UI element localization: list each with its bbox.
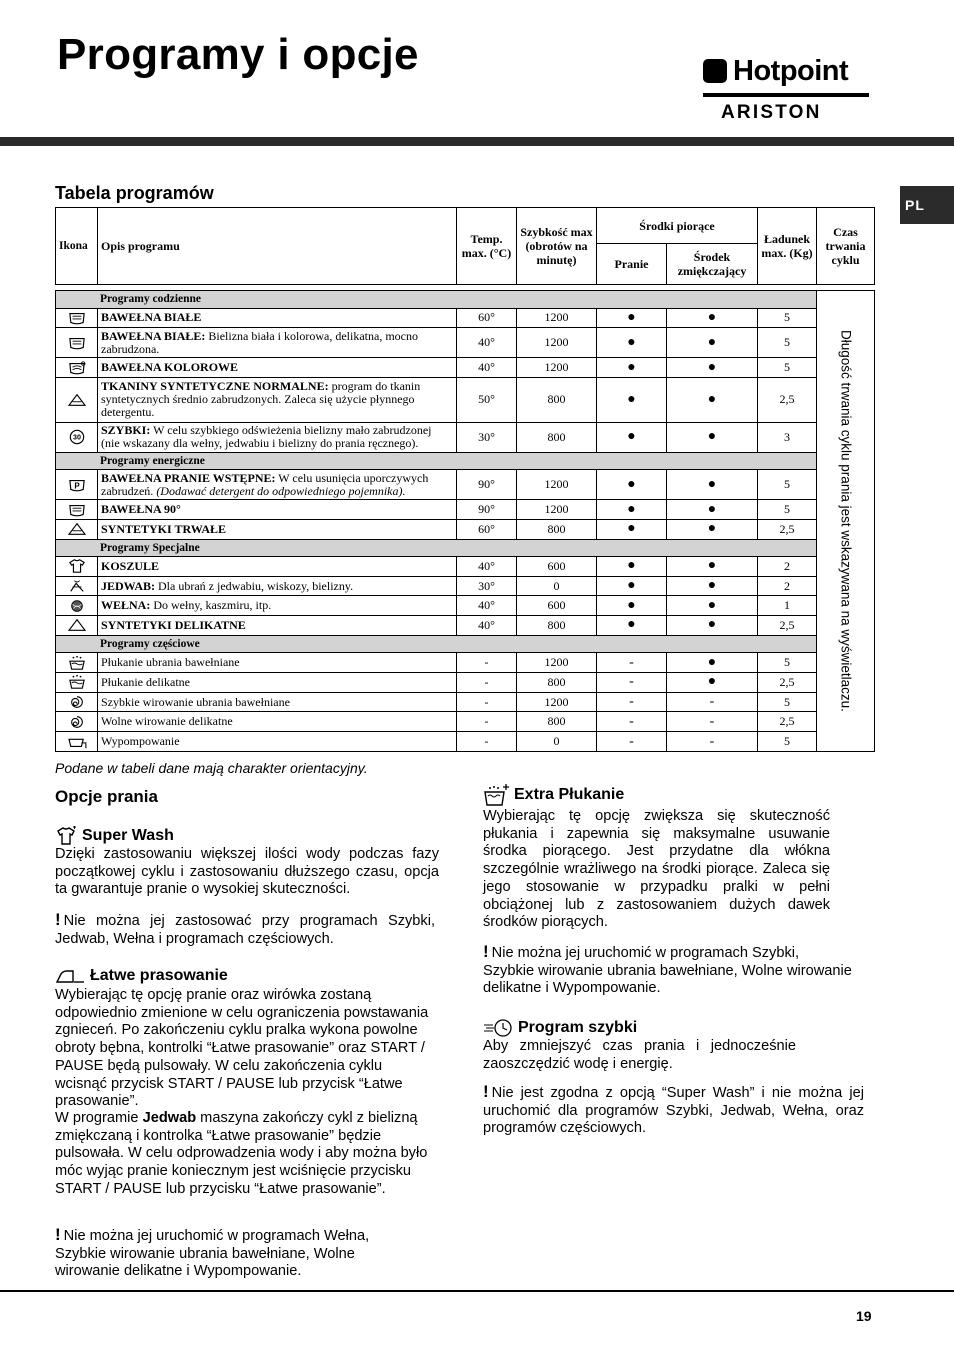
- program-softener: ●: [667, 519, 758, 539]
- cotton-color-icon: [67, 360, 87, 376]
- program-load: 5: [758, 358, 817, 378]
- program-temp: 40°: [457, 328, 517, 358]
- program-washing: ●: [597, 596, 667, 616]
- easy-iron-text-2-post: maszyna zakończy cykl z bielizną zmiękczaną i kontrolka “Łatwe prasowanie” będzie pulsowała. W celu odprowadzenia wody i aby można było móc wyjąc pranie koniecznym jest wciśnięcie przycisku START / PAUSE lub przycisku “Łatwe prasowanie”.: [55, 1110, 428, 1197]
- program-load: 2: [758, 576, 817, 596]
- program-description: [98, 576, 457, 596]
- program-speed: 800: [517, 422, 597, 452]
- program-speed: 1200: [517, 500, 597, 520]
- program-temp: 40°: [457, 616, 517, 636]
- program-temp: -: [457, 673, 517, 693]
- program-load: 5: [758, 470, 817, 500]
- program-temp: -: [457, 653, 517, 673]
- table-row: [56, 308, 875, 328]
- shirt-icon: [67, 558, 87, 574]
- quick-program-icon: [483, 1018, 513, 1038]
- program-load: 5: [758, 308, 817, 328]
- cotton-icon: [67, 335, 87, 351]
- table-row: [56, 616, 875, 636]
- program-icon-cell: [56, 732, 98, 752]
- table-row: [56, 692, 875, 712]
- program-group-name: Programy częściowe: [56, 635, 817, 653]
- quick-30-icon: [67, 429, 87, 445]
- extra-rinse-text: Wybierając tę opcję zwiększa się skuteczność płukania i zapewnia się maksymalne usuwanie środka piorącego. Jest przydatne dla włókna szczególnie wrażliwego na środki piorące. Zaleca się jego stosowanie w przypadku pralki w pełni obciążonej lub z zastosowaniem dużych dawek środków piorących.: [483, 808, 830, 931]
- program-temp: 90°: [457, 470, 517, 500]
- program-description: [98, 712, 457, 732]
- program-washing: ●: [597, 358, 667, 378]
- header-icon: Ikona: [56, 208, 98, 285]
- header-duration: Czas trwania cyklu: [817, 208, 875, 285]
- program-washing: -: [597, 653, 667, 673]
- program-load: 5: [758, 653, 817, 673]
- program-washing: ●: [597, 470, 667, 500]
- program-text: Do wełny, kaszmiru, itp.: [150, 598, 272, 613]
- super-wash-text: Dzięki zastosowaniu większej ilości wody podczas fazy początkowej cyklu i zastosowaniu dłuższego czasu, opcja ta gwarantuje pranie o wysokiej skuteczności.: [55, 846, 439, 898]
- program-washing: ●: [597, 377, 667, 422]
- program-icon-cell: [56, 557, 98, 577]
- program-description: [98, 470, 457, 500]
- program-text: Wypompowanie: [101, 734, 180, 749]
- program-washing: ●: [597, 500, 667, 520]
- program-icon-cell: [56, 422, 98, 452]
- program-softener: ●: [667, 616, 758, 636]
- program-speed: 1200: [517, 328, 597, 358]
- table-row: [56, 576, 875, 596]
- svg-text:30: 30: [72, 433, 81, 442]
- program-temp: 40°: [457, 358, 517, 378]
- program-text: Bielizna biała i kolorowa, delikatna, mocno zabrudzona.: [101, 328, 418, 356]
- program-icon-cell: [56, 596, 98, 616]
- program-icon-cell: [56, 673, 98, 693]
- program-speed: 1200: [517, 358, 597, 378]
- super-wash-warning: [55, 911, 435, 948]
- wool-icon: [67, 598, 87, 614]
- program-temp: -: [457, 732, 517, 752]
- table-row: [56, 500, 875, 520]
- logo-square-icon: [703, 59, 727, 83]
- program-temp: 30°: [457, 576, 517, 596]
- program-description: [98, 616, 457, 636]
- program-icon-cell: [56, 308, 98, 328]
- program-load: 3: [758, 422, 817, 452]
- easy-iron-title: [55, 967, 228, 985]
- program-description: [98, 596, 457, 616]
- program-name: SYNTETYKI TRWAŁE: [101, 521, 227, 536]
- program-name: SZYBKI:: [101, 423, 151, 438]
- program-name: SYNTETYKI DELIKATNE: [101, 617, 246, 632]
- rinse-icon: [67, 655, 87, 671]
- program-temp: 30°: [457, 422, 517, 452]
- program-icon-cell: [56, 377, 98, 422]
- spin-icon: [67, 714, 87, 730]
- program-washing: ●: [597, 422, 667, 452]
- quick-program-title: [483, 1018, 637, 1038]
- program-softener: ●: [667, 470, 758, 500]
- table-row: [56, 328, 875, 358]
- super-wash-title: [55, 826, 174, 846]
- program-text: Szybkie wirowanie ubrania bawełniane: [101, 694, 290, 709]
- program-load: 2,5: [758, 712, 817, 732]
- program-speed: 1200: [517, 692, 597, 712]
- warning-icon: !: [55, 1225, 61, 1244]
- program-text: W celu usunięcia uporczywych zabrudzeń.: [101, 470, 429, 498]
- table-row: [56, 712, 875, 732]
- program-softener: ●: [667, 653, 758, 673]
- program-softener: ●: [667, 596, 758, 616]
- program-washing: -: [597, 712, 667, 732]
- table-row: [56, 557, 875, 577]
- logo-sub: ARISTON: [721, 102, 822, 123]
- silk-icon: [67, 578, 87, 594]
- super-wash-warning-text: Nie można jej zastosować przy programach Szybki, Jedwab, Wełna i programach częściowych.: [55, 913, 435, 947]
- cotton-icon: [67, 310, 87, 326]
- program-description: [98, 557, 457, 577]
- program-group-row: [56, 452, 875, 470]
- program-load: 5: [758, 732, 817, 752]
- program-name: WEŁNA:: [101, 598, 151, 613]
- super-wash-title-text: Super Wash: [82, 827, 174, 844]
- spin-icon: [67, 694, 87, 710]
- program-washing: ●: [597, 519, 667, 539]
- warning-icon: !: [483, 1082, 489, 1101]
- program-load: 1: [758, 596, 817, 616]
- header-load: Ładunek max. (Kg): [758, 208, 817, 285]
- program-washing: -: [597, 692, 667, 712]
- bottom-rule: [0, 1290, 954, 1292]
- synthetic-icon: [67, 521, 87, 537]
- program-speed: 600: [517, 557, 597, 577]
- header-washing: Pranie: [597, 244, 667, 285]
- program-washing: ●: [597, 308, 667, 328]
- program-washing: ●: [597, 557, 667, 577]
- program-load: 2,5: [758, 519, 817, 539]
- program-name: KOSZULE: [101, 558, 160, 573]
- program-load: 2: [758, 557, 817, 577]
- delicate-icon: [67, 617, 87, 633]
- table-row: [56, 377, 875, 422]
- program-text: W celu szybkiego odświeżenia bielizny mało zabrudzonej (nie wskazany dla wełny, jedwabiu i bielizny do prania ręcznego).: [101, 423, 432, 451]
- program-name: BAWEŁNA PRANIE WSTĘPNE:: [101, 470, 276, 485]
- extra-rinse-title: [483, 783, 624, 807]
- program-temp: -: [457, 692, 517, 712]
- easy-iron-text-2: [55, 1110, 433, 1199]
- program-speed: 1200: [517, 308, 597, 328]
- program-speed: 600: [517, 596, 597, 616]
- quick-program-title-text: Program szybki: [518, 1019, 638, 1036]
- program-speed: 800: [517, 377, 597, 422]
- table-heading: Tabela programów: [55, 183, 214, 203]
- program-icon-cell: [56, 500, 98, 520]
- program-description: [98, 519, 457, 539]
- program-washing: ●: [597, 328, 667, 358]
- program-washing: -: [597, 732, 667, 752]
- prewash-icon: [67, 477, 87, 493]
- program-softener: ●: [667, 422, 758, 452]
- program-name: TKANINY SYNTETYCZNE NORMALNE:: [101, 379, 329, 394]
- super-wash-icon: [55, 826, 77, 846]
- program-name: BAWEŁNA 90°: [101, 502, 181, 517]
- program-description: [98, 500, 457, 520]
- rinse-icon: [67, 674, 87, 690]
- drain-icon: [67, 734, 87, 750]
- program-speed: 0: [517, 732, 597, 752]
- extra-rinse-warning-text: Nie można jej uruchomić w programach Szybki, Szybkie wirowanie ubrania bawełniane, Wolne wirowanie delikatne i Wypompowanie.: [483, 945, 852, 997]
- program-speed: 800: [517, 519, 597, 539]
- program-description: [98, 732, 457, 752]
- program-icon-cell: [56, 616, 98, 636]
- program-description: [98, 328, 457, 358]
- header-softener: Środek zmiękczający: [667, 244, 758, 285]
- logo-brand: Hotpoint: [733, 55, 849, 87]
- page-number: 19: [856, 1308, 872, 1324]
- program-group-name: Programy energiczne: [56, 452, 817, 470]
- program-load: 5: [758, 328, 817, 358]
- program-softener: ●: [667, 358, 758, 378]
- easy-iron-text: Wybierając tę opcję pranie oraz wirówka zostaną odpowiednio zmienione w celu ograniczenia powstawania zgnieceń. Po zakończeniu cyklu pralka wykona powolne obroty bębna, kontrolki “Łatwe prasowanie” oraz START / PAUSE będą pulsowały. W celu zakończenia cyklu wcisnąć przycisk START / PAUSE lub przycisk “Łatwe prasowanie”.: [55, 987, 429, 1110]
- top-rule: [0, 137, 954, 146]
- program-load: 2,5: [758, 377, 817, 422]
- extra-rinse-warning: [483, 943, 853, 998]
- program-softener: ●: [667, 576, 758, 596]
- header-detergents: Środki piorące: [597, 208, 758, 244]
- program-speed: 800: [517, 616, 597, 636]
- program-text: program do tkanin syntetycznych średnio zabrudzonych. Zaleca się użycie płynnego detergentu.: [101, 379, 421, 420]
- program-text: Dla ubrań z jedwabiu, wiskozy, bielizny.: [155, 578, 354, 593]
- quick-program-text: Aby zmniejszyć czas prania i jednocześnie zaoszczędzić wodę i energię.: [483, 1038, 796, 1072]
- program-load: 2,5: [758, 673, 817, 693]
- easy-iron-warning-text: Nie można jej uruchomić w programach Wełna, Szybkie wirowanie ubrania bawełniane, Wolne wirowanie delikatne i Wypompowanie.: [55, 1228, 370, 1280]
- program-temp: -: [457, 712, 517, 732]
- program-temp: 60°: [457, 308, 517, 328]
- extra-rinse-icon: [483, 783, 509, 807]
- header-temp: Temp. max. (°C): [457, 208, 517, 285]
- language-tab: PL: [900, 186, 954, 224]
- program-softener: ●: [667, 308, 758, 328]
- program-description: [98, 673, 457, 693]
- program-name: BAWEŁNA BIAŁE: [101, 310, 202, 325]
- table-row: [56, 653, 875, 673]
- program-softener: -: [667, 712, 758, 732]
- program-softener: ●: [667, 377, 758, 422]
- program-icon-cell: [56, 712, 98, 732]
- duration-note: Długość trwania cyklu prania jest wskazywana na wyświetlaczu.: [838, 330, 854, 712]
- svg-text:P: P: [73, 481, 80, 491]
- program-description: [98, 422, 457, 452]
- program-group-row: [56, 291, 875, 309]
- program-softener: -: [667, 692, 758, 712]
- easy-iron-text-2-pre: W programie: [55, 1110, 143, 1126]
- table-row: [56, 358, 875, 378]
- program-load: 2,5: [758, 616, 817, 636]
- cotton-icon: [67, 502, 87, 518]
- program-text: Wolne wirowanie delikatne: [101, 714, 233, 729]
- program-name: JEDWAB:: [101, 578, 156, 593]
- program-icon-cell: [56, 519, 98, 539]
- hotpoint-ariston-logo: [703, 55, 869, 127]
- program-speed: 800: [517, 712, 597, 732]
- duration-note-cell: [817, 291, 875, 752]
- program-text: Płukanie delikatne: [101, 674, 190, 689]
- program-speed: 800: [517, 673, 597, 693]
- program-washing: -: [597, 673, 667, 693]
- page-title: Programy i opcje: [57, 30, 419, 79]
- program-group-row: [56, 539, 875, 557]
- program-group-row: [56, 635, 875, 653]
- warning-icon: !: [483, 942, 489, 961]
- quick-program-warning: [483, 1083, 864, 1138]
- table-row: [56, 732, 875, 752]
- program-speed: 1200: [517, 470, 597, 500]
- table-row: [56, 673, 875, 693]
- extra-rinse-title-text: Extra Płukanie: [514, 786, 625, 803]
- program-icon-cell: [56, 576, 98, 596]
- program-name: BAWEŁNA KOLOROWE: [101, 360, 239, 375]
- program-icon-cell: [56, 470, 98, 500]
- program-softener: ●: [667, 557, 758, 577]
- header-description: Opis programu: [98, 208, 457, 285]
- table-row: [56, 422, 875, 452]
- easy-iron-title-text: Łatwe prasowanie: [90, 967, 228, 984]
- program-load: 5: [758, 692, 817, 712]
- options-heading: Opcje prania: [55, 787, 158, 806]
- program-softener: -: [667, 732, 758, 752]
- table-row: [56, 596, 875, 616]
- program-icon-cell: [56, 692, 98, 712]
- program-group-name: Programy codzienne: [56, 291, 817, 309]
- program-text: Płukanie ubrania bawełniane: [101, 655, 240, 670]
- program-description: [98, 377, 457, 422]
- program-icon-cell: [56, 653, 98, 673]
- easy-iron-icon: [55, 968, 85, 984]
- program-speed: 1200: [517, 653, 597, 673]
- program-icon-cell: [56, 328, 98, 358]
- table-row: [56, 470, 875, 500]
- program-description: [98, 358, 457, 378]
- easy-iron-text-2-bold: Jedwab: [142, 1110, 197, 1126]
- program-washing: ●: [597, 616, 667, 636]
- easy-iron-warning: [55, 1226, 415, 1281]
- program-washing: ●: [597, 576, 667, 596]
- program-load: 5: [758, 500, 817, 520]
- quick-program-warning-text: Nie jest zgodna z opcją “Super Wash” i nie można jej uruchomić dla programów Szybki, Jedwab, Wełna, oraz programów częściowych.: [483, 1085, 864, 1137]
- program-temp: 50°: [457, 377, 517, 422]
- program-name: BAWEŁNA BIAŁE:: [101, 328, 206, 343]
- programs-table: [55, 207, 875, 752]
- program-icon-cell: [56, 358, 98, 378]
- program-description: [98, 692, 457, 712]
- header-speed: Szybkość max (obrotów na minutę): [517, 208, 597, 285]
- table-footnote: Podane w tabeli dane mają charakter orientacyjny.: [55, 760, 368, 776]
- program-group-name: Programy Specjalne: [56, 539, 817, 557]
- table-row: [56, 519, 875, 539]
- program-temp: 40°: [457, 557, 517, 577]
- program-softener: ●: [667, 500, 758, 520]
- program-temp: 40°: [457, 596, 517, 616]
- program-description: [98, 308, 457, 328]
- warning-icon: !: [55, 910, 61, 929]
- program-temp: 90°: [457, 500, 517, 520]
- program-note: (Dodawać detergent do odpowiedniego pojemnika).: [156, 483, 406, 498]
- synthetic-icon: [67, 392, 87, 408]
- program-softener: ●: [667, 673, 758, 693]
- program-softener: ●: [667, 328, 758, 358]
- program-speed: 0: [517, 576, 597, 596]
- program-description: [98, 653, 457, 673]
- program-temp: 60°: [457, 519, 517, 539]
